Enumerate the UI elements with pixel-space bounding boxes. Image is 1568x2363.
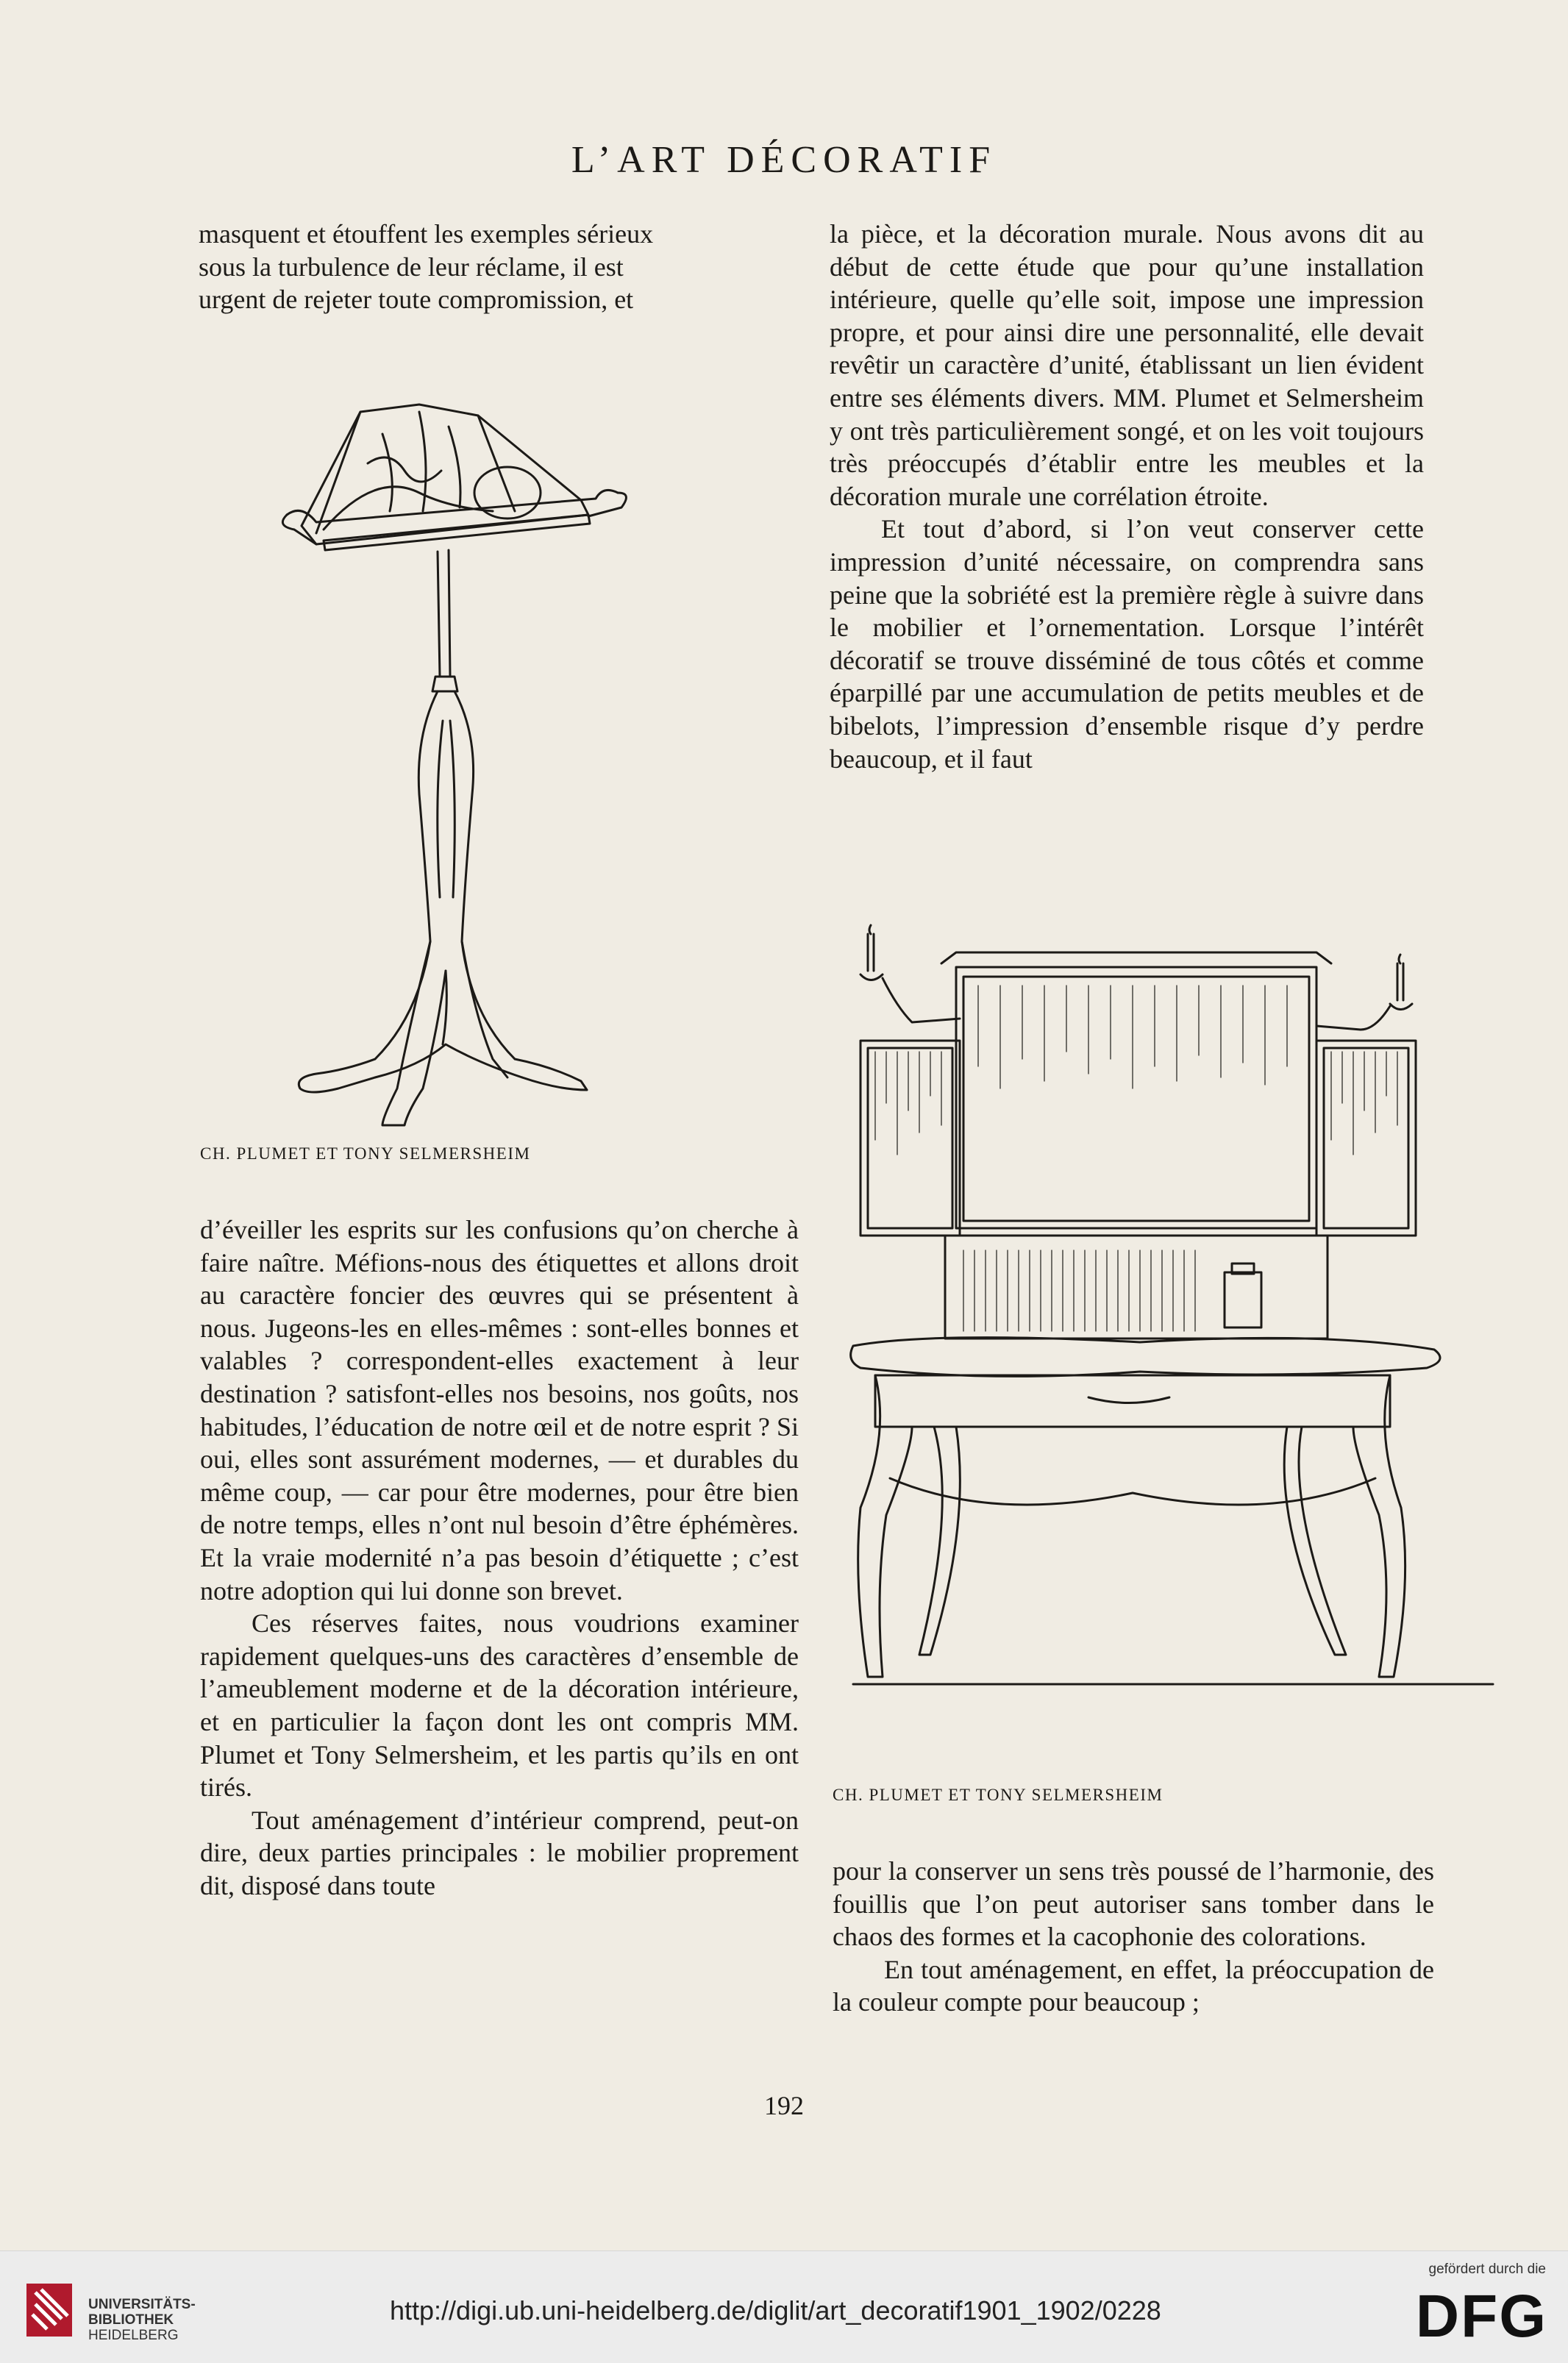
institution-line: HEIDELBERG (88, 2328, 179, 2343)
institution-line: BIBLIOTHEK (88, 2312, 174, 2328)
music-stand-illustration (272, 382, 669, 1133)
text-line: masquent et étouffent les exemples sérieux (199, 219, 654, 249)
text-line: sous la turbulence de leur réclame, il est (199, 252, 624, 282)
column-left-bottom (200, 1213, 799, 1902)
permalink-url[interactable]: http://digi.ub.uni-heidelberg.de/diglit/art_decoratif1901_1902/0228 (390, 2295, 1161, 2325)
funder-line: gefördert durch die (1428, 2262, 1546, 2277)
paragraph: la pièce, et la décoration murale. Nous avons dit au début de cette étude que pour qu’une installation intérieure, quelle qu’elle soit, impose une impression propre, et pour ainsi dire une personnalité, elle devait revêtir un caractère d’unité, établissant un lien évident entre ses éléments divers. MM. Plumet et Selmersheim y ont très particulièrement songé, et on les voit toujours très préoccupés d’établir entre les meubles et la décoration murale une corrélation étroite. (830, 219, 1424, 511)
text-line: urgent de rejeter toute compromission, et (199, 285, 634, 315)
paragraph: Ces réserves faites, nous voudrions examiner rapidement quelques-uns des caractères d’ensemble de l’ameublement moderne et de la décoration intérieure, et en particulier la façon dont les ont compris MM. Plumet et Tony Selmersheim, et les partis qu’ils en ont tirés. (200, 1608, 799, 1803)
dressing-table-illustration (846, 919, 1508, 1736)
page-number: 192 (764, 2091, 804, 2120)
university-seal-icon (25, 2282, 78, 2341)
paragraph: pour la conserver un sens très poussé de l’harmonie, des fouillis que l’on peut autoriser sans tomber dans le chaos des formes et la cacophonie des colorations. (833, 1856, 1434, 1952)
column-right-top (830, 218, 1424, 775)
paragraph: d’éveiller les esprits sur les confusions qu’on cherche à faire naître. Méfions-nous des étiquettes et allons droit au caractère foncier des œuvres qui se présentent à nous. Jugeons-les en elles-mêmes : sont-elles bonnes et valables ? correspondent-elles exactement à leur destination ? satisfont-elles nos besoins, nos goûts, nos habitudes, l’éducation de notre œil et de notre esprit ? Si oui, elles sont assurément modernes, — et durables du même coup, — car pour être modernes, pour être bien de notre temps, elles n’ont nul besoin d’être éphémères. Et la vraie modernité n’a pas besoin d’étiquette ; c’est notre adoption qui lui donne son brevet. (200, 1215, 799, 1605)
paragraph: Et tout d’abord, si l’on veut conserver cette impression d’unité nécessaire, on comprendra sans peine que la sobriété est la première règle à suivre dans le mobilier et l’ornementation. Lorsque l’intérêt décoratif se trouve disséminé de tous côtés et comme éparpillé par une accumulation de petits meubles et de bibelots, l’impression d’ensemble risque d’y perdre beaucoup, et il faut (830, 514, 1424, 774)
institution-name (88, 2297, 196, 2343)
paragraph: En tout aménagement, en effet, la préoccupation de la couleur compte pour beaucoup ; (833, 1954, 1434, 2017)
column-right-bottom (833, 1855, 1434, 2019)
institution-line: UNIVERSITÄTS- (88, 2297, 196, 2312)
figure-caption: CH. PLUMET ET TONY SELMERSHEIM (833, 1786, 1163, 1804)
running-head: L’ART DÉCORATIF (571, 139, 997, 181)
figure-caption: CH. PLUMET ET TONY SELMERSHEIM (200, 1144, 531, 1163)
column-left-top (199, 218, 791, 316)
paragraph: Tout aménagement d’intérieur comprend, peut-on dire, deux parties principales : le mobilier proprement dit, disposé dans toute (200, 1805, 799, 1900)
dfg-logo: DFG (1415, 2283, 1547, 2350)
footer-bar (0, 2250, 1568, 2363)
